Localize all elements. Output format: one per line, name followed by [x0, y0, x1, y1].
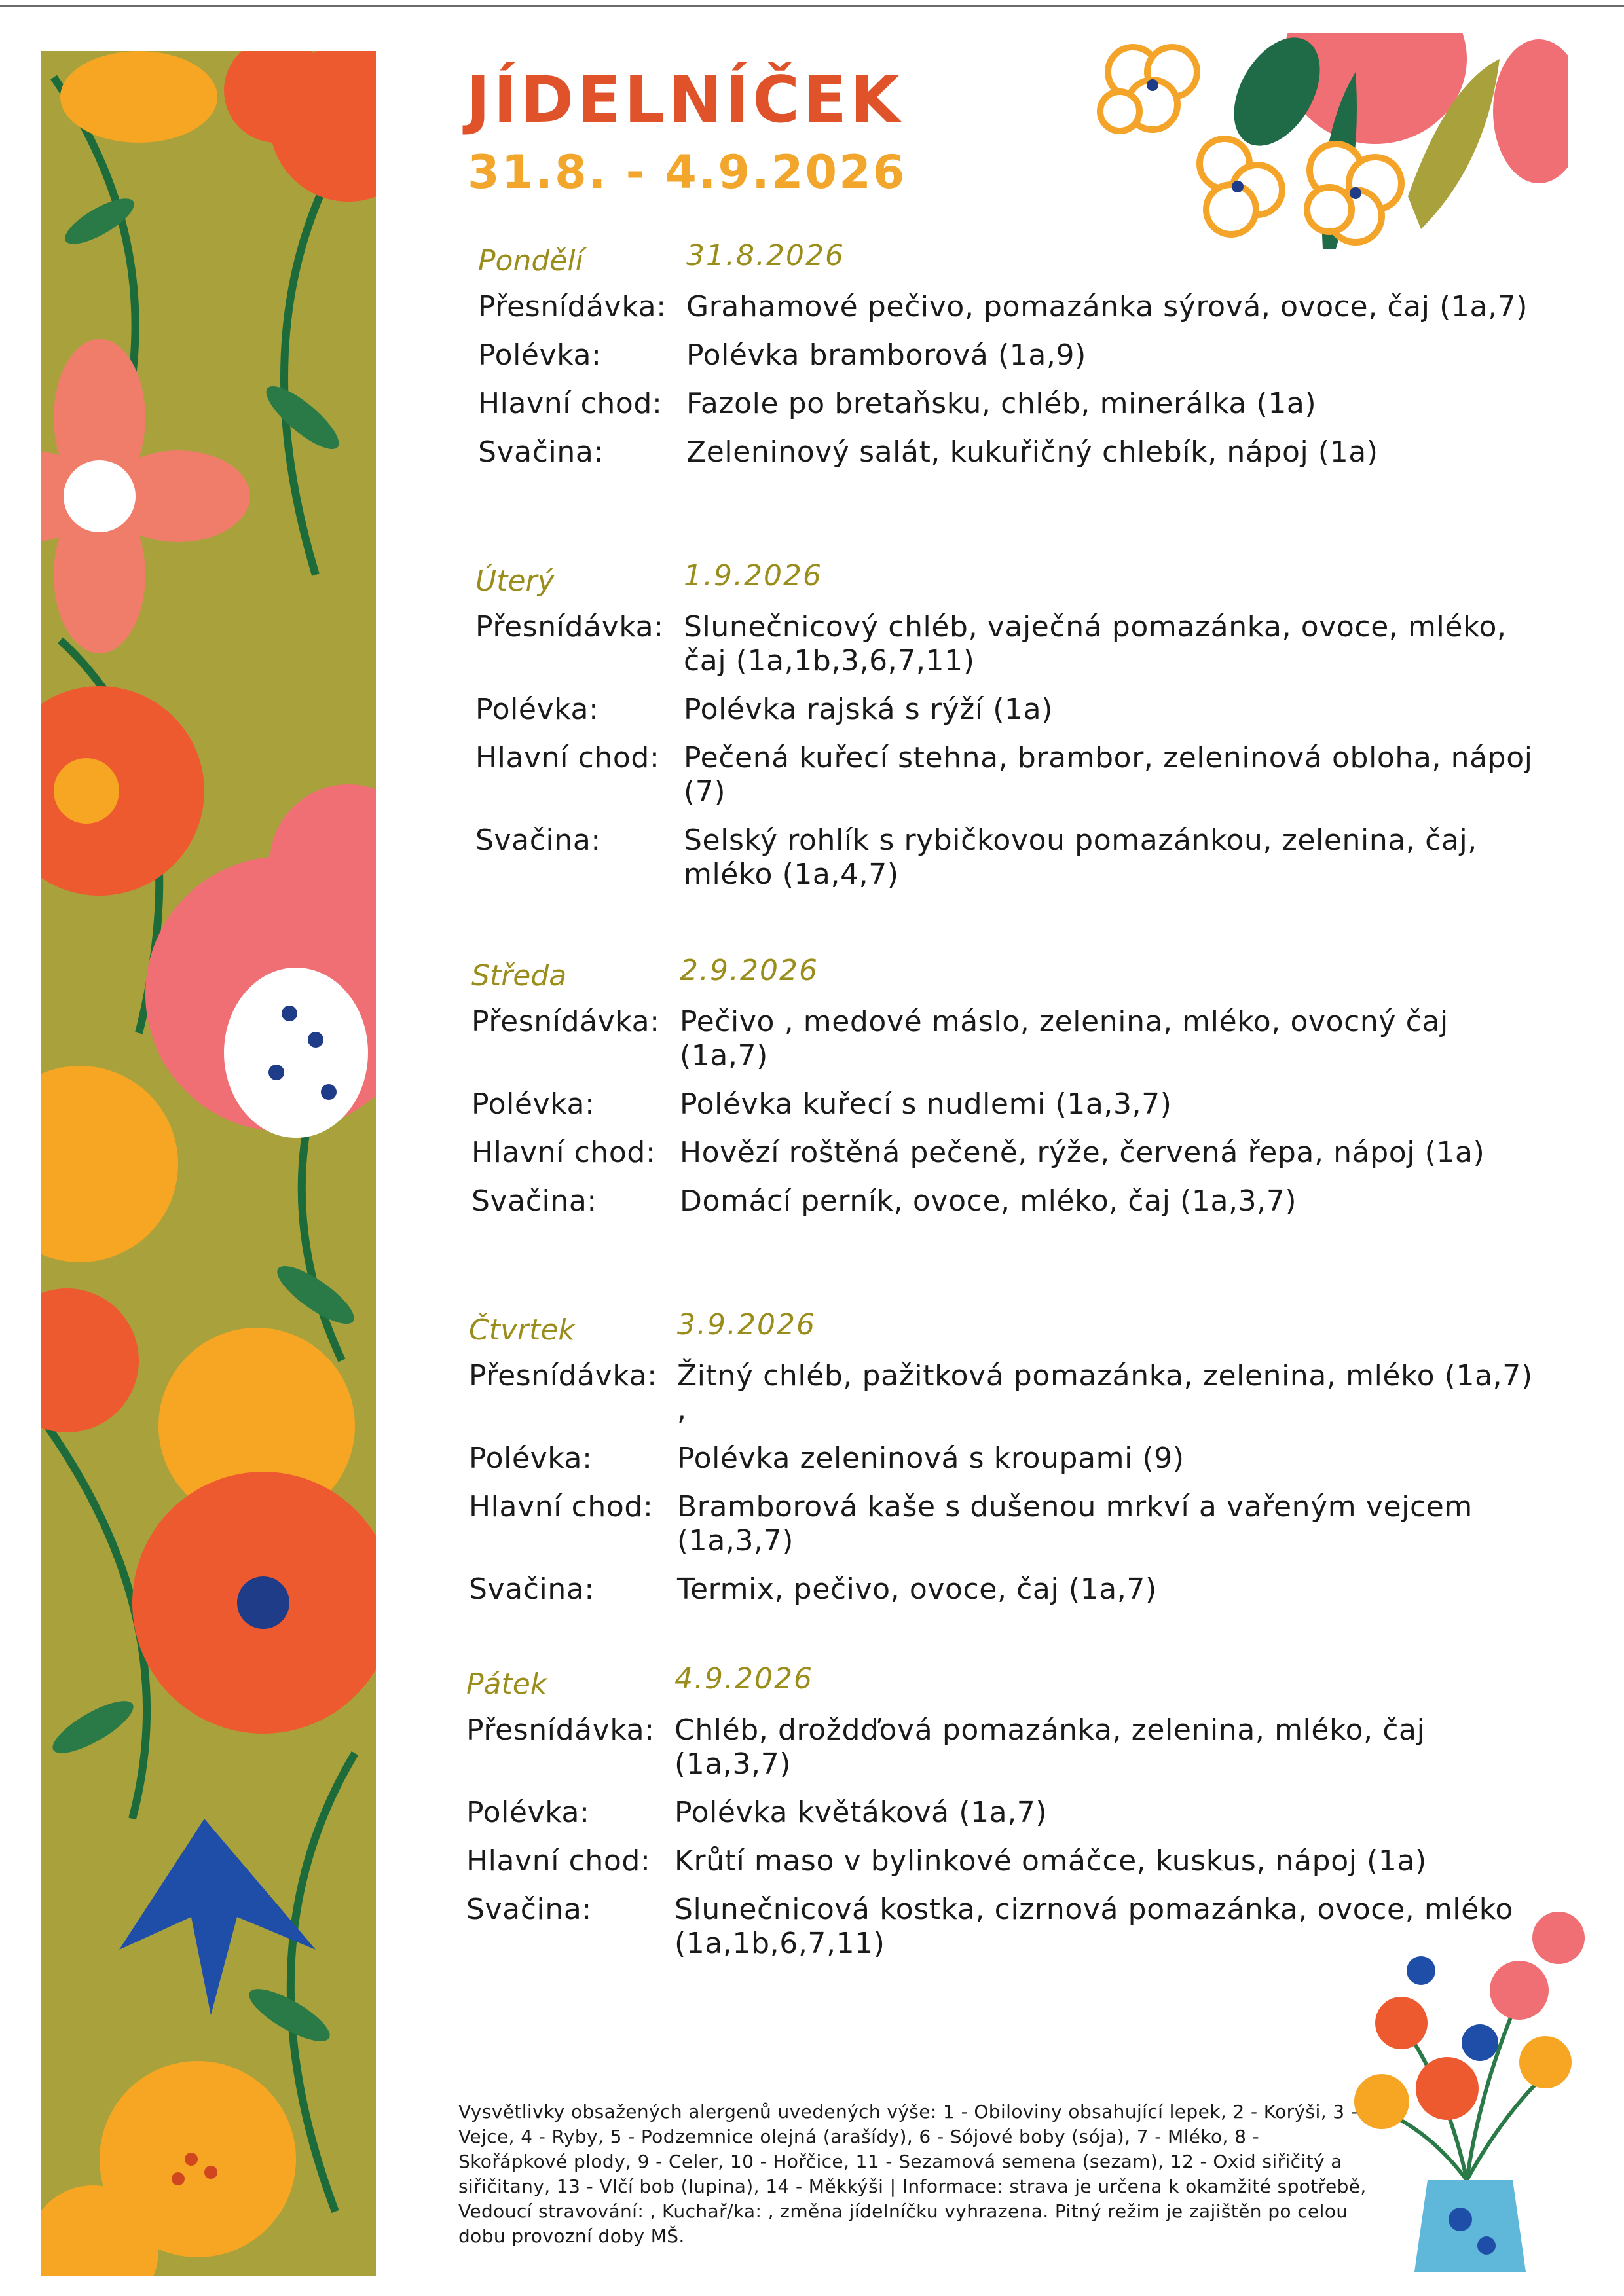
meal-text: Polévka rajská s rýží (1a) [684, 693, 1053, 726]
meal-row-soup [478, 338, 1552, 373]
decorative-bouquet [1349, 1892, 1585, 2272]
meal-label: Hlavní chod: [478, 387, 663, 420]
meal-row-snack-afternoon [475, 824, 1549, 892]
meal-text: Bramborová kaše s dušenou mrkví a vařeným vejcem (1a,3,7) [677, 1490, 1473, 1558]
meal-label: Přesnídávka: [478, 290, 667, 323]
meal-text: Fazole po bretaňsku, chléb, minerálka (1a) [686, 387, 1317, 420]
day-monday [478, 239, 1552, 484]
meal-row-soup [466, 1796, 1540, 1830]
page-title: JÍDELNÍČEK [466, 63, 903, 137]
day-name: Čtvrtek [469, 1313, 575, 1347]
meal-text: Selský rohlík s rybičkovou pomazánkou, zelenina, čaj, mléko (1a,4,7) [684, 824, 1477, 891]
meal-label: Přesnídávka: [475, 610, 664, 644]
meal-row-main [469, 1490, 1543, 1558]
meal-text: Polévka květáková (1a,7) [674, 1796, 1048, 1829]
meal-label: Hlavní chod: [475, 741, 660, 774]
meal-row-snack-afternoon [471, 1184, 1545, 1218]
allergen-legend: Vysvětlivky obsažených alergenů uvedených výše: 1 - Obiloviny obsahující lepek, 2 - Korýši, 3 - Vejce, 4 - Ryby, 5 - Podzemnice olejná (arašídy), 6 - Sójové boby (sója), 7 - Mléko, 8 - Skořápkové plody, 9 - Celer, 10 - Hořčice, 11 - Sezamová semena (sezam), 12 - Oxid siřičitý a siřičitany, 13 - Vlčí bob (lupina), 14 - Měkkýši | Informace: strava je určena k okamžité spotřebě, Vedoucí stravování: , Kuchař/ka: , změna jídelníčku vyhrazena. Pitný režim je zajištěn po celou dobu provozní doby MŠ. [458, 2101, 1367, 2247]
meal-label: Polévka: [466, 1796, 590, 1829]
day-name: Úterý [475, 564, 555, 598]
date-range: 31.8. - 4.9.2026 [468, 145, 907, 199]
day-date: 1.9.2026 [684, 559, 822, 592]
day-thursday [469, 1308, 1543, 1621]
meal-text: Hovězí roštěná pečeně, rýže, červená řepa, nápoj (1a) [680, 1136, 1485, 1169]
meal-label: Polévka: [478, 338, 602, 372]
meal-row-snack-afternoon [478, 435, 1552, 469]
meal-label: Přesnídávka: [469, 1359, 657, 1393]
meal-row-soup [475, 693, 1549, 727]
meal-text: Zeleninový salát, kukuřičný chlebík, nápoj (1a) [686, 435, 1378, 469]
meal-label: Svačina: [478, 435, 604, 469]
meal-text: Slunečnicová kostka, cizrnová pomazánka, ovoce, mléko (1a,1b,6,7,11) [674, 1893, 1513, 1960]
meal-text: Polévka zeleninová s kroupami (9) [677, 1442, 1185, 1475]
meal-row-snack-morning [475, 610, 1549, 678]
meal-text: Grahamové pečivo, pomazánka sýrová, ovoce, čaj (1a,7) [686, 290, 1528, 323]
meal-row-snack-morning [466, 1713, 1540, 1781]
meal-row-main [466, 1844, 1540, 1878]
meal-text: Chléb, droždďová pomazánka, zelenina, mléko, čaj (1a,3,7) [674, 1713, 1426, 1781]
meal-row-snack-morning [469, 1359, 1543, 1427]
meal-label: Hlavní chod: [469, 1490, 654, 1523]
meal-row-soup [469, 1442, 1543, 1476]
day-tuesday [475, 559, 1549, 906]
day-date: 2.9.2026 [680, 954, 819, 987]
meal-label: Polévka: [471, 1087, 595, 1121]
meal-label: Hlavní chod: [466, 1844, 651, 1878]
decorative-flowers-top [1080, 33, 1568, 262]
meal-row-main [471, 1136, 1545, 1170]
meal-text: Polévka bramborová (1a,9) [686, 338, 1086, 372]
day-name: Pondělí [478, 244, 583, 278]
meal-text: Pečená kuřecí stehna, brambor, zeleninová obloha, nápoj (7) [684, 741, 1533, 809]
meal-row-main [475, 741, 1549, 809]
meal-label: Svačina: [471, 1184, 597, 1218]
top-rule [0, 5, 1624, 7]
meal-label: Hlavní chod: [471, 1136, 656, 1169]
meal-label: Polévka: [475, 693, 599, 726]
day-wednesday [471, 954, 1545, 1233]
meal-row-snack-morning [478, 290, 1552, 324]
meal-text: Termix, pečivo, ovoce, čaj (1a,7) [677, 1573, 1157, 1606]
day-date: 31.8.2026 [686, 239, 845, 272]
day-date: 4.9.2026 [674, 1662, 813, 1696]
meal-row-main [478, 387, 1552, 421]
meal-text: Krůtí maso v bylinkové omáčce, kuskus, nápoj (1a) [674, 1844, 1427, 1878]
meal-text: Žitný chléb, pažitková pomazánka, zelenina, mléko (1a,7) , [677, 1359, 1533, 1427]
meal-label: Svačina: [466, 1893, 592, 1926]
meal-text: Pečivo , medové máslo, zelenina, mléko, ovocný čaj (1a,7) [680, 1005, 1449, 1072]
day-name: Pátek [466, 1667, 547, 1701]
meal-text: Domácí perník, ovoce, mléko, čaj (1a,3,7) [680, 1184, 1297, 1218]
meal-row-snack-afternoon [469, 1573, 1543, 1607]
meal-label: Přesnídávka: [471, 1005, 660, 1038]
meal-text: Polévka kuřecí s nudlemi (1a,3,7) [680, 1087, 1172, 1121]
floral-pattern-strip [41, 51, 376, 2276]
meal-label: Svačina: [475, 824, 601, 857]
meal-label: Přesnídávka: [466, 1713, 655, 1747]
meal-label: Polévka: [469, 1442, 593, 1475]
meal-text: Slunečnicový chléb, vaječná pomazánka, ovoce, mléko, čaj (1a,1b,3,6,7,11) [684, 610, 1507, 678]
day-name: Středa [471, 959, 567, 993]
meal-row-snack-morning [471, 1005, 1545, 1073]
meal-label: Svačina: [469, 1573, 595, 1606]
meal-row-soup [471, 1087, 1545, 1121]
day-date: 3.9.2026 [677, 1308, 816, 1341]
